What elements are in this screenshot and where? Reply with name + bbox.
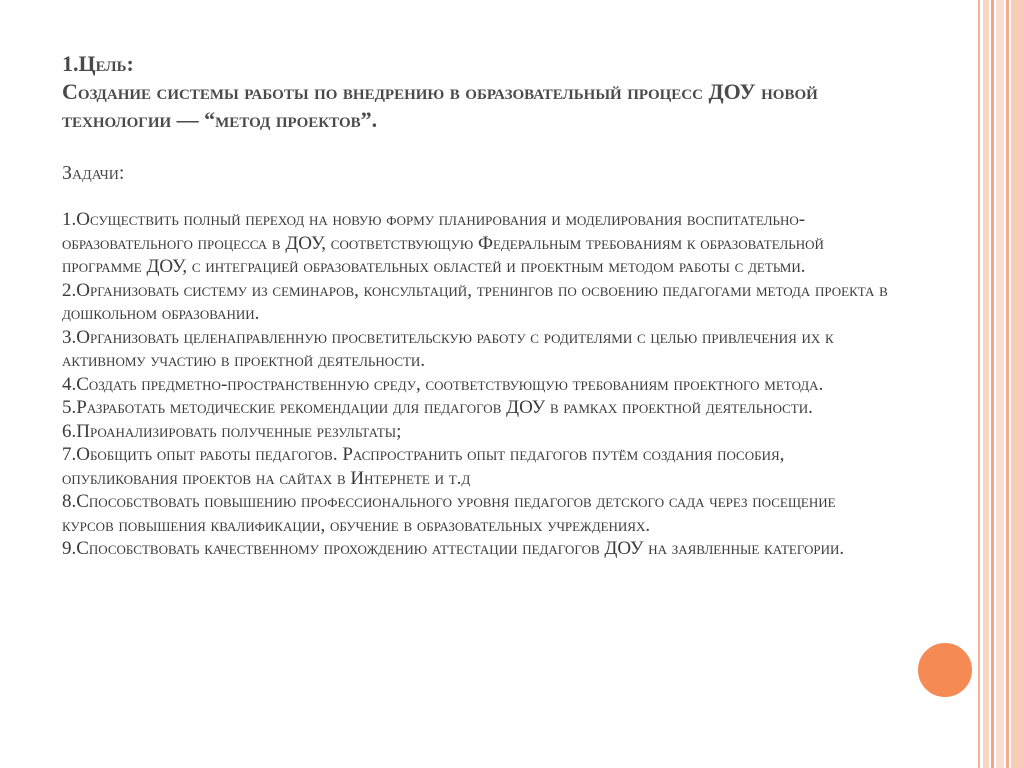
- tasks-heading: Задачи:: [62, 162, 125, 184]
- task-item: 9.Способствовать качественному прохождению аттестации педагогов ДОУ на заявленные категории.: [62, 538, 845, 559]
- task-item: 5.Разработать методические рекомендации для педагогов ДОУ в рамках проектной деятельности.: [62, 397, 813, 418]
- task-item: 7.Обобщить опыт работы педагогов. Распространить опыт педагогов путём создания пособия, опубликования проектов на сайтах в Интернете и т.д: [62, 444, 785, 489]
- decorative-stripe: [1011, 0, 1024, 768]
- decorative-stripe: [983, 0, 989, 768]
- task-item: 4.Создать предметно-пространственную среду, соответствующую требованиям проектного метода.: [62, 373, 824, 395]
- decorative-stripe: [1006, 0, 1009, 768]
- task-item: 8.Способствовать повышению профессионального уровня педагогов детского сада через посещение курсов повышения квалификации, обучение в образовательных учреждениях.: [62, 491, 836, 536]
- slide-content: [62, 50, 892, 561]
- tasks-list: [62, 208, 892, 561]
- decorative-stripe: [996, 0, 1004, 768]
- task-item: 1.Осуществить полный переход на новую форму планирования и моделирования воспитательно-образовательного процесса в ДОУ, соответствующую Федеральным требованиям к образовательной программе ДОУ, с интеграцией образовательных областей и проектным методом работы с детьми.: [62, 209, 824, 277]
- decorative-stripe: [978, 0, 980, 768]
- task-item: 6.Проанализировать полученные результаты;: [62, 420, 402, 442]
- decorative-circle: [915, 640, 975, 700]
- task-item: 3.Организовать целенаправленную просветительскую работу с родителями с целью привлечения их к активному участию в проектной деятельности.: [62, 326, 834, 371]
- task-item: 2.Организовать систему из семинаров, консультаций, тренингов по освоению педагогами метода проекта в дошкольном образовании.: [62, 279, 888, 324]
- decorative-stripe: [991, 0, 994, 768]
- goal-heading: 1.Цель:: [62, 51, 134, 76]
- goal-text: Создание системы работы по внедрению в образовательный процесс ДОУ новой технологии — “метод проектов”.: [62, 79, 818, 132]
